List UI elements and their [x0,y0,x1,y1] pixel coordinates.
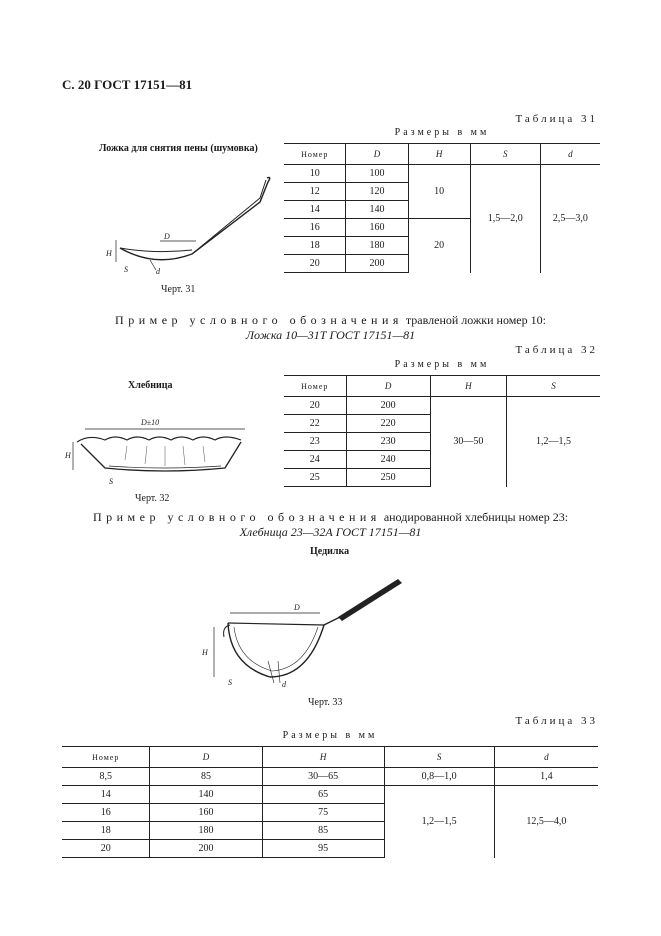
table-cell: 1,2—1,5 [384,786,494,858]
table-cell: 8,5 [62,768,150,786]
table-32-header-row [284,376,600,397]
table-33-label: Таблица 33 [515,715,598,727]
table-32-sizes-label: Размеры в мм [394,359,490,370]
table-31-header: Номер [284,144,346,165]
table-cell: 2,5—3,0 [540,165,600,273]
table-cell: 24 [284,451,346,469]
strainer-s-label: S [228,678,232,687]
table-row [62,768,598,786]
table-cell: 1,4 [494,768,598,786]
table-33-header: H [262,747,384,768]
table-cell: 14 [284,201,346,219]
table-cell: 18 [62,822,150,840]
table-cell: 240 [346,451,430,469]
table-cell: 30—50 [430,397,506,487]
table-32-label: Таблица 32 [515,344,598,356]
table-cell: 20 [284,255,346,273]
bread-basket-drawing [65,410,255,490]
table-cell: 10 [408,165,470,219]
table-cell: 160 [150,804,262,822]
table-cell: 65 [262,786,384,804]
basket-d-label: D±10 [141,418,160,427]
table-31-header: D [346,144,408,165]
table-cell: 25 [284,469,346,487]
table-31-header: S [470,144,540,165]
table-row [284,397,600,415]
table-cell: 12,5—4,0 [494,786,598,858]
strainer-d-label: D [294,603,300,612]
table-cell: 180 [346,237,408,255]
table-cell: 140 [346,201,408,219]
skimmer-small-d-label: d [156,267,160,276]
table-32 [284,375,600,487]
table-cell: 16 [284,219,346,237]
table-cell: 95 [262,840,384,858]
table-31-label: Таблица 31 [515,113,598,125]
figure-33-title: Цедилка [310,546,350,557]
table-cell: 200 [150,840,262,858]
example-31-rest: травленой ложки номер 10: [402,313,546,327]
table-cell: 1,5—2,0 [470,165,540,273]
table-32-header: D [346,376,430,397]
table-cell: 12 [284,183,346,201]
table-31-header: d [540,144,600,165]
table-31-header: H [408,144,470,165]
example-32-rest: анодированной хлебницы номер 23: [380,510,569,524]
table-33-sizes-label: Размеры в мм [282,730,378,741]
table-cell: 20 [284,397,346,415]
table-cell: 1,2—1,5 [506,397,600,487]
table-33-header: S [384,747,494,768]
example-31 [0,313,661,328]
table-31-header-row [284,144,600,165]
table-33-header: d [494,747,598,768]
figure-32-caption: Черт. 32 [135,493,170,504]
figure-32-title: Хлебница [128,380,173,391]
table-cell: 30—65 [262,768,384,786]
table-cell: 16 [62,804,150,822]
table-32-header: S [506,376,600,397]
skimmer-s-label: S [124,265,128,274]
figure-31-caption: Черт. 31 [161,284,196,295]
skimmer-d-label: D [164,232,170,241]
table-row [62,786,598,804]
table-cell: 85 [150,768,262,786]
table-cell: 18 [284,237,346,255]
example-31-lead: Пример условного обозначения [115,313,403,327]
strainer-h-label: H [202,648,208,657]
table-cell: 140 [150,786,262,804]
table-cell: 100 [346,165,408,183]
page-header: С. 20 ГОСТ 17151—81 [62,77,193,92]
basket-h-label: H [65,451,71,460]
table-33-header: D [150,747,262,768]
basket-s-label: S [109,477,113,486]
table-cell: 120 [346,183,408,201]
table-33-header-row [62,747,598,768]
strainer-small-d-label: d [282,680,286,689]
table-31-sizes-label: Размеры в мм [394,127,490,138]
table-cell: 0,8—1,0 [384,768,494,786]
figure-33-caption: Черт. 33 [308,697,343,708]
table-cell: 160 [346,219,408,237]
table-cell: 180 [150,822,262,840]
table-cell: 200 [346,397,430,415]
table-cell: 250 [346,469,430,487]
strainer-drawing [190,565,430,695]
figure-31-title: Ложка для снятия пены (шумовка) [99,143,258,154]
example-32-lead: Пример условного обозначения [92,510,381,524]
table-31 [284,143,600,273]
table-32-header: Номер [284,376,346,397]
table-cell: 220 [346,415,430,433]
designation-31: Ложка 10—31Т ГОСТ 17151—81 [245,328,416,342]
table-cell: 14 [62,786,150,804]
table-cell: 85 [262,822,384,840]
table-cell: 20 [408,219,470,273]
table-cell: 10 [284,165,346,183]
table-32-header: H [430,376,506,397]
table-cell: 200 [346,255,408,273]
table-row [284,165,600,183]
table-cell: 20 [62,840,150,858]
table-33 [62,746,598,858]
skimmer-h-label: H [106,249,112,258]
example-32 [0,510,661,525]
table-33-header: Номер [62,747,150,768]
designation-32: Хлебница 23—32А ГОСТ 17151—81 [239,525,422,539]
table-cell: 230 [346,433,430,451]
table-cell: 22 [284,415,346,433]
table-cell: 23 [284,433,346,451]
table-cell: 75 [262,804,384,822]
skimmer-drawing [100,170,280,290]
